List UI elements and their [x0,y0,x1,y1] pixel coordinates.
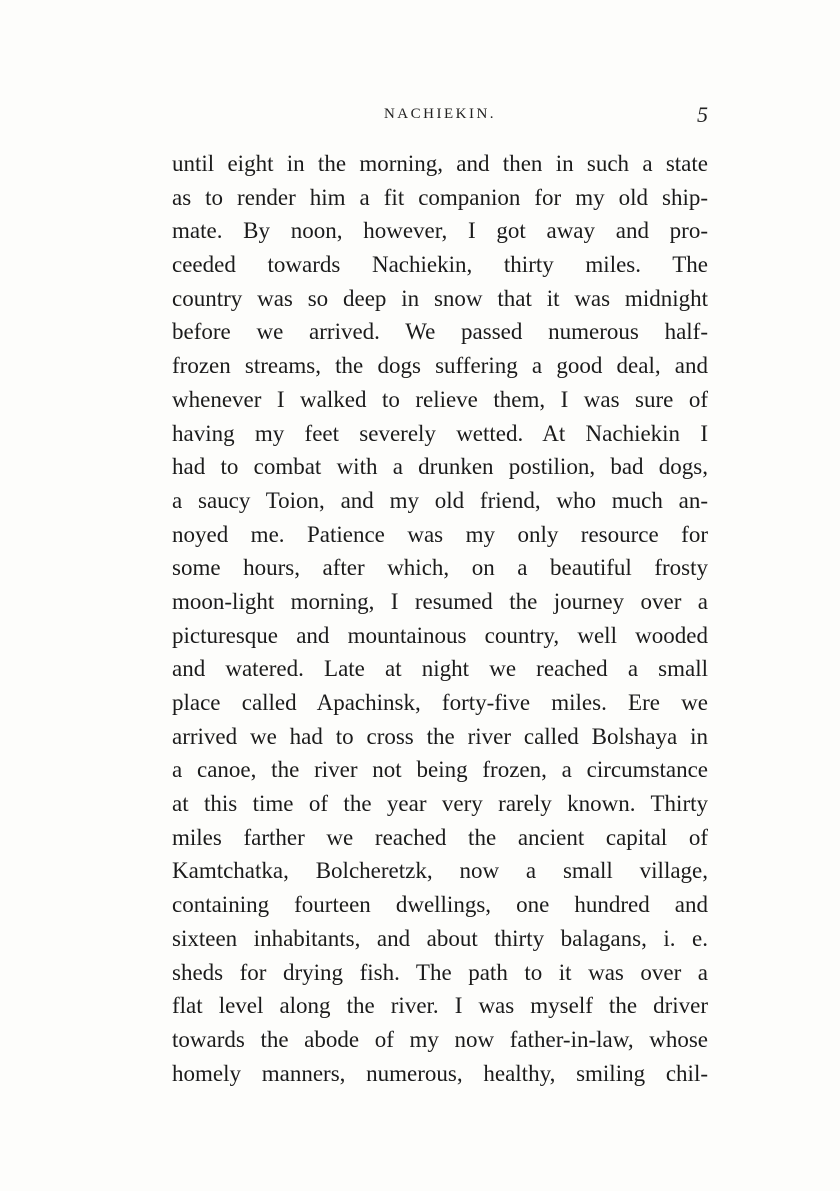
text-line: sheds for drying fish. The path to it was over a [172,959,708,985]
text-line: a canoe, the river not being frozen, a circumstance [172,757,708,783]
running-head [172,102,708,132]
body-text [172,147,708,1090]
text-line: until eight in the morning, and then in such a state [172,151,708,176]
text-line: containing fourteen dwellings, one hundred and [172,892,708,918]
text-line: flat level along the river. I was myself the driver [172,993,708,1019]
text-line: homely manners, numerous, healthy, smiling chil- [172,1060,708,1086]
text-line: mate. By noon, however, I got away and pro- [172,218,708,244]
text-line: had to combat with a drunken postilion, bad dogs, [172,454,708,480]
text-line: noyed me. Patience was my only resource for [172,521,708,547]
text-line: a saucy Toion, and my old friend, who much an- [172,487,708,513]
text-line: frozen streams, the dogs suffering a good deal, and [172,353,708,379]
text-line: at this time of the year very rarely known. Thirty [172,791,708,817]
text-line: some hours, after which, on a beautiful frosty [172,555,708,581]
text-line: towards the abode of my now father-in-law, whose [172,1026,708,1052]
text-line: place called Apachinsk, forty-five miles. Ere we [172,690,708,715]
text-line: whenever I walked to relieve them, I was sure of [172,386,708,412]
running-title: NACHIEKIN. [383,106,497,122]
text-line: miles farther we reached the ancient capital of [172,824,708,850]
text-line: as to render him a fit companion for my old ship- [172,184,708,210]
text-line: arrived we had to cross the river called Bolshaya in [172,723,708,749]
text-line: before we arrived. We passed numerous half- [172,319,708,345]
text-line: country was so deep in snow that it was midnight [172,285,708,311]
text-line: sixteen inhabitants, and about thirty balagans, i. e. [172,925,708,951]
text-line: ceeded towards Nachiekin, thirty miles. The [172,252,708,278]
page-number: 5 [697,102,708,127]
text-line: Kamtchatka, Bolcheretzk, now a small village, [172,858,708,884]
text-line: and watered. Late at night we reached a small [172,656,708,682]
text-line: picturesque and mountainous country, well wooded [172,622,708,648]
text-line: moon-light morning, I resumed the journey over a [172,588,708,614]
text-line: having my feet severely wetted. At Nachiekin I [172,420,708,446]
